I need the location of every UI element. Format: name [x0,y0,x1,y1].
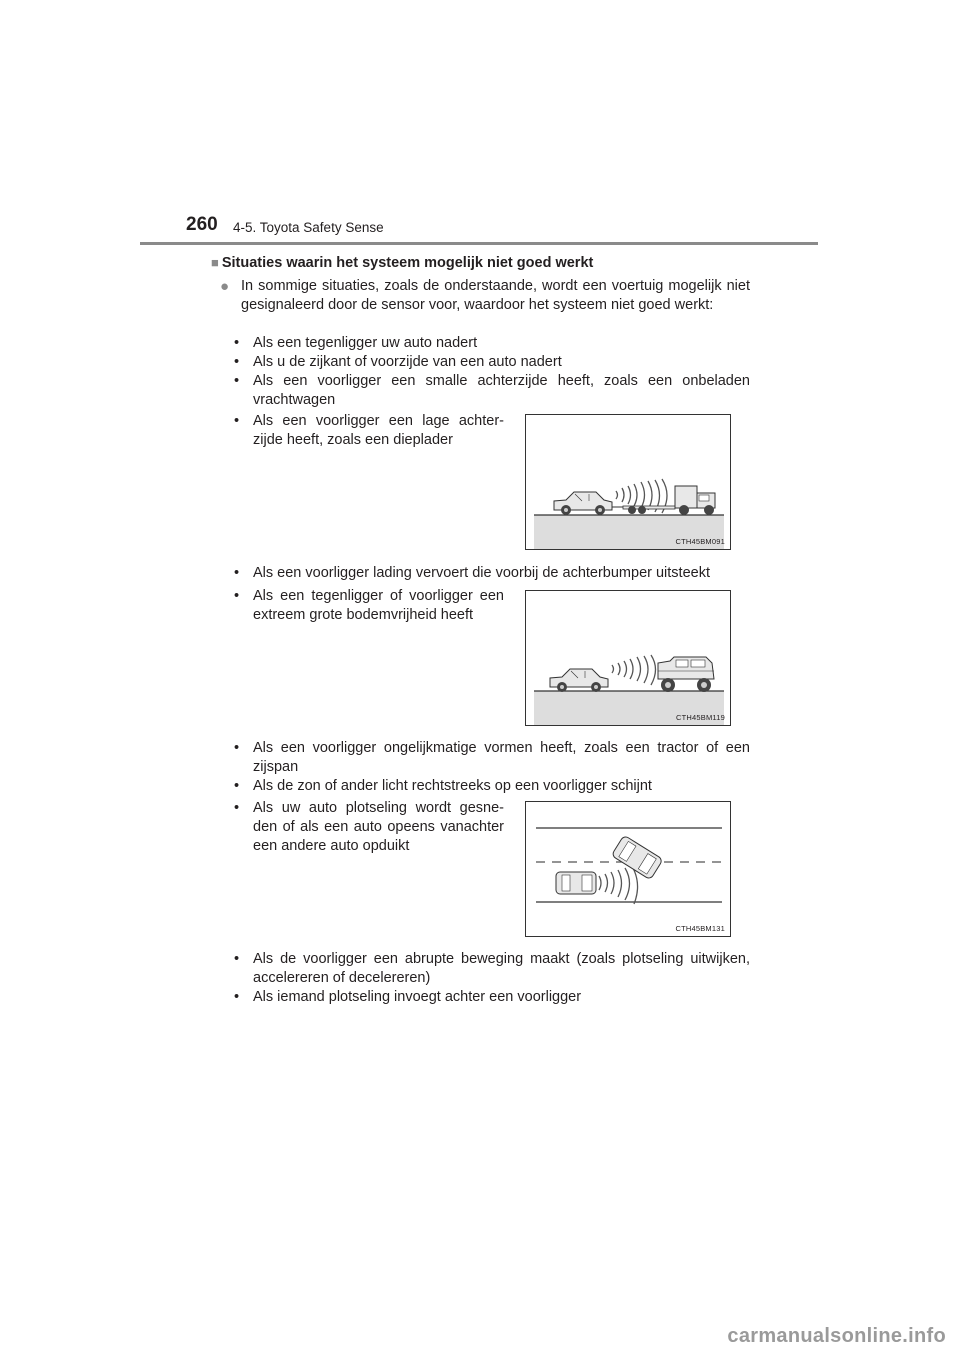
list-item: • Als een voorligger ongelijkmatige vormen heeft, zoals een tractor of een zijspan [234,740,750,775]
figure-code: CTH45BM131 [675,924,725,933]
list-item: • Als een tegenligger of voorligger een extreem grote bodemvrijheid heeft [234,588,504,623]
section-heading [211,255,593,271]
heading-text: Situaties waarin het systeem mogelijk niet goed werkt [221,255,594,271]
square-bullet-icon: ■ [211,255,219,270]
list-item: • Als de zon of ander licht rechtstreeks op een voorligger schijnt [234,778,652,794]
figure-cut-in [525,801,731,937]
bullet-list-fig3 [232,799,504,856]
circle-bullet-icon: ● [220,278,230,295]
list-item: • Als een tegenligger uw auto nadert [234,335,478,351]
figure-low-trailer [525,414,731,550]
list-item: • Als een voorligger een smalle achterzijde heeft, zoals een onbeladen vrachtwagen [234,373,750,408]
intro-text: In sommige situaties, zoals de onderstaande, wordt een voertuig mogelijk niet gesignaleerd door de sensor voor, waardoor het systeem niet goed werkt: [241,278,750,313]
list-item: • Als uw auto plotseling wordt gesne-den of als een auto opeens vanachter een andere auto opduikt [234,800,504,854]
list-item: • Als de voorligger een abrupte beweging maakt (zoals plotseling uitwijken, accelereren of decelereren) [234,951,750,986]
high-clearance-illustration [526,591,731,726]
bullet-list-fig2 [232,587,504,625]
bullet-list-1 [232,334,750,410]
intro-paragraph [220,277,750,315]
header-rule [140,242,818,245]
figure-code: CTH45BM091 [675,537,725,546]
bullet-list-3 [232,950,750,1007]
bullet-list-after-fig1 [232,564,750,583]
section-title: 4-5. Toyota Safety Sense [233,220,384,235]
list-item: • Als u de zijkant of voorzijde van een auto nadert [234,354,562,370]
cut-in-illustration [526,802,731,937]
list-item: • Als een voorligger een lage achter-zijde heeft, zoals een dieplader [234,413,504,448]
low-trailer-illustration [526,415,731,550]
bullet-list-fig1 [232,412,504,450]
figure-code: CTH45BM119 [676,713,725,722]
list-item: • Als iemand plotseling invoegt achter een voorligger [234,989,582,1005]
page-number: 260 [186,214,218,235]
watermark: carmanualsonline.info [727,1325,946,1347]
figure-high-clearance [525,590,731,726]
list-item: • Als een voorligger lading vervoert die voorbij de achterbumper uitsteekt [234,565,710,581]
bullet-list-2 [232,739,750,796]
